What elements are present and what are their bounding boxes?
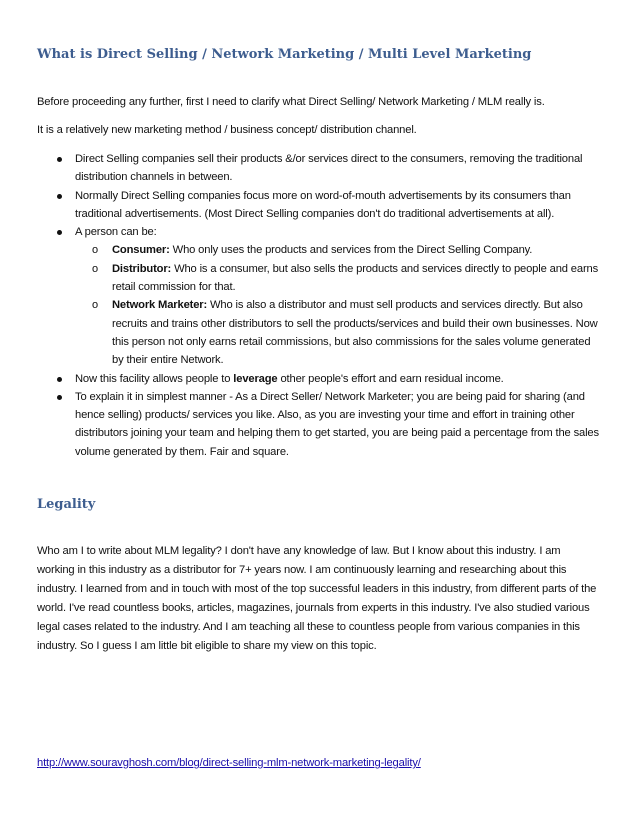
sub-list-item (75, 241, 602, 259)
bullet-text-pre: Now this facility allows people to (75, 372, 234, 385)
bullet-text-post: other people's effort and earn residual income. (277, 372, 504, 385)
list-item (37, 388, 602, 461)
bullet-text: A person can be: (75, 226, 157, 239)
list-item (37, 370, 602, 388)
sub-list-item (75, 260, 602, 297)
sub-list-item (75, 296, 602, 369)
footer-link[interactable]: http://www.souravghosh.com/blog/direct-selling-mlm-network-marketing-legality/ (37, 757, 421, 769)
list-item (37, 150, 602, 187)
bullet-text-bold: leverage (233, 372, 278, 385)
circle-bullet-icon: o (92, 262, 98, 275)
term-consumer: Consumer: (112, 244, 170, 257)
list-item (37, 223, 602, 369)
intro-paragraph-2: It is a relatively new marketing method / business concept/ distribution channel. (37, 124, 417, 136)
intro-paragraph-1: Before proceeding any further, first I need to clarify what Direct Selling/ Network Marketing / MLM really is. (37, 96, 545, 108)
circle-bullet-icon: o (92, 244, 98, 257)
term-definition: Who is a consumer, but also sells the products and services directly to people and earns retail commission for that. (112, 262, 599, 294)
sub-list (75, 241, 602, 369)
circle-bullet-icon: o (92, 299, 98, 312)
term-network-marketer: Network Marketer: (112, 299, 208, 312)
page-title: What is Direct Selling / Network Marketing / Multi Level Marketing (37, 47, 532, 62)
bullet-list (37, 150, 602, 461)
bullet-icon (57, 230, 62, 235)
list-item (37, 187, 602, 224)
bullet-icon (57, 377, 62, 382)
legality-paragraph: Who am I to write about MLM legality? I don't have any knowledge of law. But I know about this industry. I am working in this industry as a distributor for 7+ years now. I am continuously learning and researching about this industry. I learned from and in touch with most of the top successful leaders in this industry, from different parts of the world. I've read countless books, articles, magazines, journals from experts in this industry. I've also studied various legal cases related to the industry. And I am teaching all these to countless people from various companies in this industry. So I guess I am little bit eligible to share my view on this topic. (37, 545, 597, 652)
bullet-icon (57, 395, 62, 400)
bullet-text: Normally Direct Selling companies focus more on word-of-mouth advertisements by its consumers than traditional advertisements. (Most Direct Selling companies don't do traditional advertisements at all). (75, 189, 571, 220)
bullet-text: To explain it in simplest manner - As a Direct Seller/ Network Marketer; you are being paid for sharing (and hence selling) products/ services you like. Also, as you are investing your time and effort in training other distributors joining your team and helping them to get started, you are being paid a percentage from the sales volume generated by them. Fair and square. (75, 390, 599, 458)
term-definition: Who only uses the products and services from the Direct Selling Company. (169, 244, 533, 257)
bullet-icon (57, 157, 62, 162)
bullet-text: Direct Selling companies sell their products &/or services direct to the consumers, removing the traditional distribution channels in between. (75, 153, 583, 184)
section-heading-legality: Legality (37, 497, 96, 512)
term-distributor: Distributor: (112, 262, 172, 275)
term-definition: Who is also a distributor and must sell products and services directly. But also recruits and trains other distributors to sell the products/services and build their own businesses. Now this person not only earns retail commissions, but also commissions for the sales volume generated by their entire Network. (112, 299, 598, 367)
bullet-icon (57, 194, 62, 199)
